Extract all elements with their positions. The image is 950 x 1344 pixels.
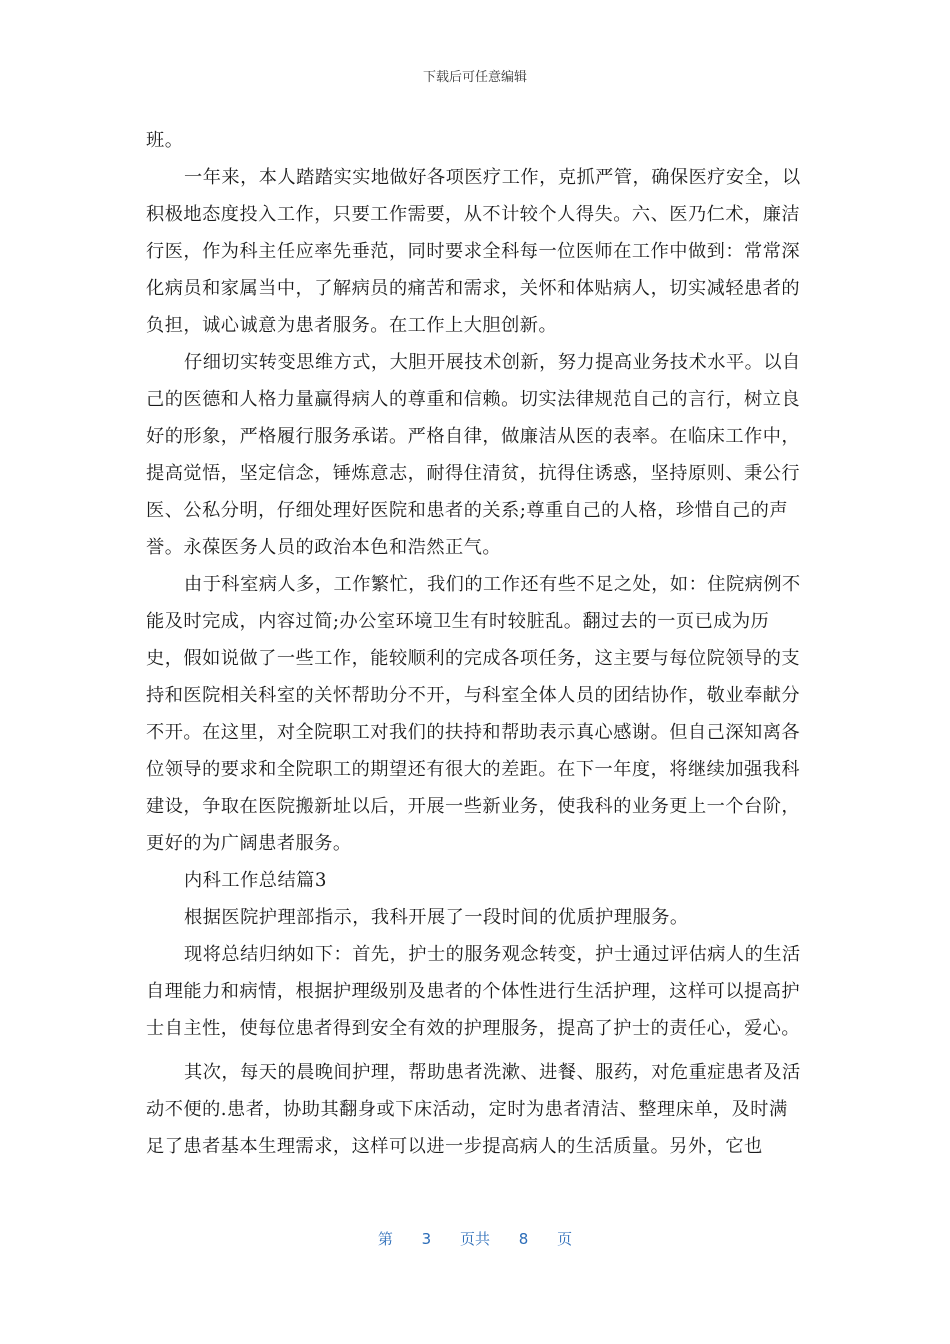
page-header: 下载后可任意编辑 xyxy=(422,70,527,85)
current-page-number: 3 xyxy=(421,1230,432,1248)
total-page-count: 8 xyxy=(518,1230,529,1248)
paragraph-3: 由于科室病人多，工作繁忙，我们的工作还有些不足之处，如：住院病例不能及时完成，内容过简;办公室环境卫生有时较脏乱。翻过去的一页已成为历史，假如说做了一些工作，能较顺利的完成各项任务，这主要与每位院领导的支持和医院相关科室的关怀帮助分不开，与科室全体人员的团结协作，敬业奉献分不开。在这里，对全院职工对我们的扶持和帮助表示真心感谢。但自己深知离各位领导的要求和全院职工的期望还有很大的差距。在下一年度，将继续加强我科建设，争取在医院搬新址以后，开展一些新业务，使我科的业务更上一个台阶，更好的为广阔患者服务。 xyxy=(146,574,801,854)
footer-prefix: 第 xyxy=(377,1230,393,1248)
paragraph-2: 仔细切实转变思维方式，大胆开展技术创新，努力提高业务技术水平。以自己的医德和人格力量赢得病人的尊重和信赖。切实法律规范自己的言行，树立良好的形象，严格履行服务承诺。严格自律，做廉洁从医的表率。在临床工作中，提高觉悟，坚定信念，锤炼意志，耐得住清贫，抗得住诱惑，坚持原则、秉公行医、公私分明，仔细处理好医院和患者的关系;尊重自己的人格，珍惜自己的声誉。永葆医务人员的政治本色和浩然正气。 xyxy=(146,352,801,558)
footer-middle: 页共 xyxy=(459,1230,490,1248)
paragraph-1: 一年来，本人踏踏实实地做好各项医疗工作，克抓严管，确保医疗安全，以积极地态度投入工作，只要工作需要，从不计较个人得失。六、医乃仁术，廉洁行医，作为科主任应率先垂范，同时要求全科每一位医师在工作中做到：常常深化病员和家属当中，了解病员的痛苦和需求，关怀和体贴病人，切实减轻患者的负担，诚心诚意为患者服务。在工作上大胆创新。 xyxy=(146,167,801,336)
page-footer xyxy=(0,1228,950,1249)
paragraph-5: 根据医院护理部指示，我科开展了一段时间的优质护理服务。 xyxy=(184,907,689,928)
paragraph-7: 其次，每天的晨晚间护理，帮助患者洗漱、进餐、服药，对危重症患者及活动不便的.患者，协助其翻身或下床活动，定时为患者清洁、整理床单，及时满足了患者基本生理需求，这样可以进一步提高病人的生活质量。另外，它也 xyxy=(146,1062,801,1157)
paragraph-0: 班。 xyxy=(146,130,184,151)
paragraph-6: 现将总结归纳如下：首先，护士的服务观念转变，护士通过评估病人的生活自理能力和病情，根据护理级别及患者的个体性进行生活护理，这样可以提高护士自主性，使每位患者得到安全有效的护理服务，提高了护士的责任心，爱心。 xyxy=(146,944,801,1039)
section-heading: 内科工作总结篇3 xyxy=(184,870,327,891)
footer-suffix: 页 xyxy=(557,1230,573,1248)
document-body xyxy=(146,122,806,1165)
